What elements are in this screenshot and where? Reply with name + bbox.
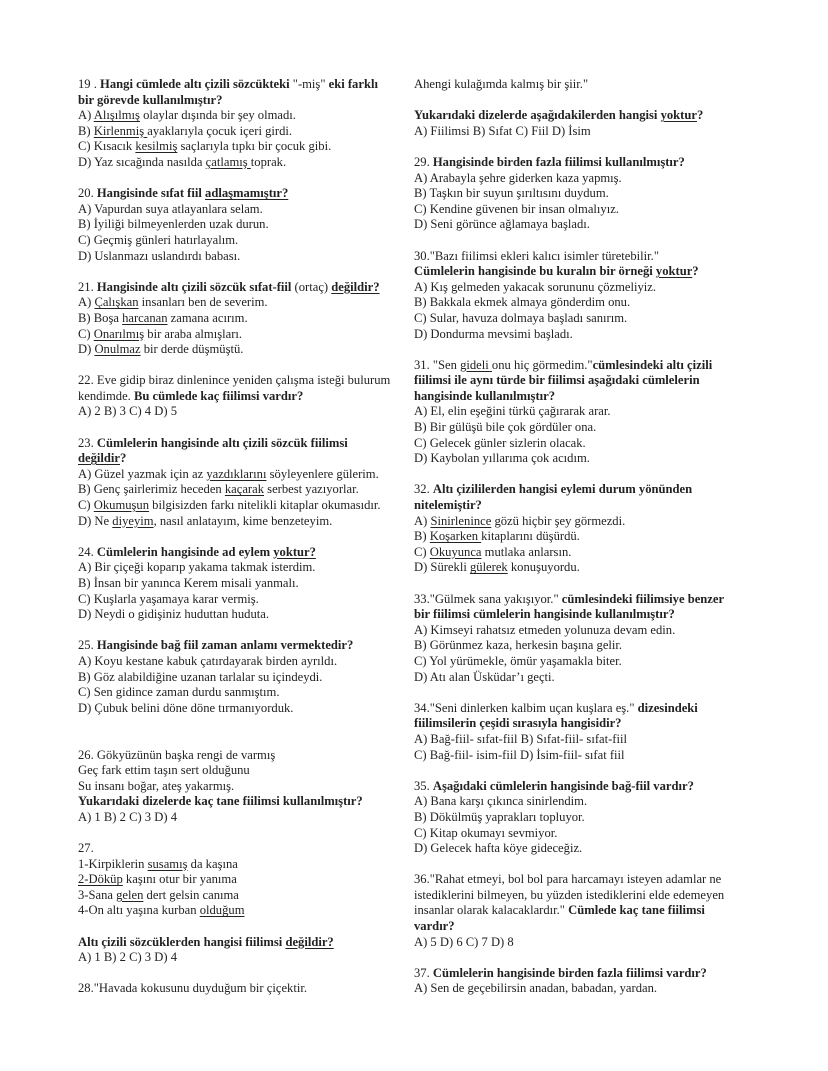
question-title: dizesindeki (637, 700, 698, 715)
question-title: cümlesindeki altı çizili (592, 357, 713, 372)
option-d: D) Sürekli gülerek konuşuyordu. (414, 560, 580, 575)
question-text: 22. Eve gidip biraz dinlenince yeniden çalışma isteği bulurum (78, 373, 391, 388)
poem-line: 28."Havada kokusunu duyduğum bir çiçektir. (78, 981, 307, 996)
option-a: A) Kimseyi rahatsız etmeden yolunuza devam edin. (414, 622, 676, 637)
question-title: Hangisinde sıfat fiil (96, 186, 206, 201)
option-d: D) Kaybolan yıllarıma çok acıdım. (414, 451, 590, 466)
question-title: Cümlelerin hangisinde ad eylem (96, 544, 274, 559)
option-a: A) Sen de geçebilirsin anadan, babadan, yardan. (414, 981, 658, 996)
options-inline: A) 1 B) 2 C) 3 D) 4 (78, 809, 177, 824)
option-b: B) Görünmez kaza, herkesin başına gelir. (414, 638, 623, 653)
option-a: A) Kış gelmeden yakacak sorununu çözmeliyiz. (414, 279, 656, 294)
option-a: A) Güzel yazmak için az yazdıklarını söyleyenlere gülerim. (78, 466, 379, 481)
question-title: Hangisinde altı çizili sözcük sıfat-fiil (96, 279, 292, 294)
question-22: 22. Eve gidip biraz dinlenince yeniden çalışma isteği bulurum kendimde. Bu cümlede kaç fiilimsi vardır? A) 2 B) 3 C) 4 D) 5 (78, 373, 423, 420)
left-column (78, 77, 423, 1013)
option-d: D) Uslanmazı uslandırdı babası. (78, 248, 241, 263)
option-c: C) Okumuşun bilgisizden farkı nitelikli kitaplar okumasıdır. (78, 498, 381, 513)
option-a: A) Vapurdan suya atlayanlara selam. (78, 201, 263, 216)
question-title: Hangisinde birden fazla fiilimsi kullanılmıştır? (432, 154, 685, 169)
option-b: B) Boşa harcanan zamana acırım. (78, 310, 248, 325)
question-title: Cümlelerin hangisinde altı çizili sözcük fiilimsi (96, 435, 348, 450)
option-d: D) Çubuk belini döne döne tırmanıyorduk. (78, 700, 294, 715)
poem-line: 26. Gökyüzünün başka rengi de varmış (78, 747, 276, 762)
option-c: C) Gelecek günler sizlerin olacak. (414, 435, 586, 450)
options-inline: A) Fiilimsi B) Sıfat C) Fiil D) İsim (414, 123, 591, 138)
question-number: 19 . (78, 77, 101, 91)
poem-line: 2-Döküp kaşını otur bir yanıma (78, 872, 237, 887)
question-35: 35. Aşağıdaki cümlelerin hangisinde bağ-fiil vardır? A) Bana karşı çıkınca sinirlendim. B) Dökülmüş yaprakları topluyor. C) Kitap okumayı sevmiyor. D) Gelecek hafta köye gideceğiz. (414, 779, 759, 857)
question-title-part: "-miş" (292, 77, 326, 91)
question-25: 25. Hangisinde bağ fiil zaman anlamı vermektedir? A) Koyu kestane kabuk çatırdayarak birden ayrıldı. B) Göz alabildiğine uzanan tarlalar su içindeydi. C) Sen gidince zaman durdu sanmıştım. D) Çubuk belini döne döne tırmanıyorduk. (78, 638, 423, 716)
question-title: Bu cümlede kaç fiilimsi vardır? (133, 388, 304, 403)
question-19 (78, 77, 423, 171)
question-37: 37. Cümlelerin hangisinde birden fazla fiilimsi vardır? A) Sen de geçebilirsin anadan, babadan, yardan. (414, 966, 759, 997)
option-b: B) Kirlenmiş ayaklarıyla çocuk içeri girdi. (78, 123, 293, 138)
question-title: Cümlelerin hangisinde bu kuralın bir örneği (414, 264, 656, 279)
option-b: B) Genç şairlerimiz heceden kaçarak serbest yazıyorlar. (78, 482, 359, 497)
option-a: A) Koyu kestane kabuk çatırdayarak birden ayrıldı. (78, 653, 338, 668)
question-28 (78, 981, 423, 997)
options-ab: A) Bağ-fiil- sıfat-fiil B) Sıfat-fiil- sıfat-fiil (414, 731, 627, 746)
question-21: 21. Hangisinde altı çizili sözcük sıfat-fiil (ortaç) değildir? A) Çalışkan insanları ben de severim. B) Boşa harcanan zamana acırım. C) Onarılmış bir araba almışları. D) Onulmaz bir derde düşmüştü. (78, 280, 423, 358)
question-title: Hangisinde bağ fiil zaman anlamı vermektedir? (96, 638, 354, 653)
question-text: 30."Bazı fiilimsi ekleri kalıcı isimler türetebilir." (414, 248, 659, 263)
question-title: Yukarıdaki dizelerde kaç tane fiilimsi kullanılmıştır? (78, 794, 363, 809)
question-title: Altı çizili sözcüklerden hangisi fiilimsi (78, 934, 286, 949)
option-d: D) Ne diyeyim, nasıl anlatayım, kime benzeteyim. (78, 513, 333, 528)
option-c: C) Sen gidince zaman durdu sanmıştım. (78, 685, 280, 700)
question-24: 24. Cümlelerin hangisinde ad eylem yoktur? A) Bir çiçeği koparıp yakama takmak isterdim. B) İnsan bir yanınca Kerem misali yanmalı. C) Kuşlarla yaşamaya karar vermiş. D) Neydi o gidişiniz huduttan huduta. (78, 545, 423, 623)
question-title: Aşağıdaki cümlelerin hangisinde bağ-fiil vardır? (432, 778, 694, 793)
option-d: D) Neydi o gidişiniz huduttan huduta. (78, 607, 269, 622)
option-c: C) Kısacık kesilmiş saçlarıyla tıpkı bir çocuk gibi. (78, 139, 332, 154)
option-a: A) El, elin eşeğini türkü çağırarak arar. (414, 404, 611, 419)
option-a: A) Sinirlenince gözü hiçbir şey görmezdi. (414, 513, 626, 528)
option-c: C) Kendine güvenen bir insan olmalıyız. (414, 201, 619, 216)
option-c: C) Kitap okumayı sevmiyor. (414, 825, 558, 840)
option-d: D) Atı alan Üsküdar’ı geçti. (414, 669, 555, 684)
option-c: C) Sular, havuza dolmaya başladı sanırım. (414, 310, 628, 325)
option-d: D) Dondurma mevsimi başladı. (414, 326, 573, 341)
option-d: D) Seni görünce ağlamaya başladı. (414, 217, 590, 232)
options-inline: A) 2 B) 3 C) 4 D) 5 (78, 404, 177, 419)
question-20: 20. Hangisinde sıfat fiil adlaşmamıştır? A) Vapurdan suya atlayanlara selam. B) İyiliği bilmeyenlerden uzak durun. C) Geçmiş günleri hatırlayalım. D) Uslanmazı uslandırdı babası. (78, 186, 423, 264)
right-column (414, 77, 759, 1013)
question-28-continued: Ahengi kulağımda kalmış bir şiir." Yukarıdaki dizelerde aşağıdakilerden hangisi yoktur? A) Fiilimsi B) Sıfat C) Fiil D) İsim (414, 77, 759, 139)
question-title: Cümlelerin hangisinde birden fazla fiilimsi vardır? (432, 965, 707, 980)
option-b: B) Göz alabildiğine uzanan tarlalar su içindeydi. (78, 669, 323, 684)
option-b: B) Dökülmüş yaprakları topluyor. (414, 809, 585, 824)
option-c: C) Kuşlarla yaşamaya karar vermiş. (78, 591, 259, 606)
question-title: Hangi cümlede altı çizili sözcükteki (100, 77, 293, 91)
option-d: D) Yaz sıcağında nasılda çatlamış toprak. (78, 154, 287, 169)
option-a: A) Arabayla şehre giderken kaza yapmış. (414, 170, 622, 185)
option-b: B) Bir gülüşü bile çok gördüler ona. (414, 420, 597, 435)
poem-line: Ahengi kulağımda kalmış bir şiir." (414, 77, 589, 91)
question-text: 36."Rahat etmeyi, bol bol para harcamayı isteyen adamlar ne (414, 872, 722, 887)
question-26 (78, 748, 423, 826)
question-title: cümlesindeki fiilimsiye benzer (561, 591, 725, 606)
option-b: B) İyiliği bilmeyenlerden uzak durun. (78, 217, 269, 232)
question-number: 27. (78, 841, 94, 856)
option-c: C) Onarılmış bir araba almışları. (78, 326, 243, 341)
question-31: 31. "Sen gideli onu hiç görmedim."cümlesindeki altı çizili fiilimsi ile aynı türde bir fiilimsi aşağıdaki cümlelerin hangisinde kullanılmıştır? A) El, elin eşeğini türkü çağırarak arar. B) Bir gülüşü bile çok gördüler ona. C) Gelecek günler sizlerin olacak. D) Kaybolan yıllarıma çok acıdım. (414, 358, 759, 467)
poem-line: 1-Kirpiklerin susamış da kaşına (78, 856, 238, 871)
options-inline: A) 1 B) 2 C) 3 D) 4 (78, 950, 177, 965)
option-d: D) Gelecek hafta köye gideceğiz. (414, 841, 583, 856)
question-30: 30."Bazı fiilimsi ekleri kalıcı isimler türetebilir." Cümlelerin hangisinde bu kuralın bir örneği yoktur? A) Kış gelmeden yakacak sorununu çözmeliyiz. B) Bakkala ekmek almaya gönderdim onu. C) Sular, havuza dolmaya başladı sanırım. D) Dondurma mevsimi başladı. (414, 249, 759, 343)
option-b: B) Taşkın bir suyun şırıltısını duydum. (414, 186, 609, 201)
option-a: A) Bir çiçeği koparıp yakama takmak isterdim. (78, 560, 316, 575)
question-34: 34."Seni dinlerken kalbim uçan kuşlara eş." dizesindeki fiilimsilerin çeşidi sırasıyla hangisidir? A) Bağ-fiil- sıfat-fiil B) Sıfat-fiil- sıfat-fiil C) Bağ-fiil- isim-fiil D) İsim-fiil- sıfat fiil (414, 701, 759, 763)
option-a: A) Alışılmış olaylar dışında bir şey olmadı. (78, 108, 296, 123)
question-23: 23. Cümlelerin hangisinde altı çizili sözcük fiilimsi değildir? A) Güzel yazmak için az yazdıklarını söyleyenlere gülerim. B) Genç şairlerimiz heceden kaçarak serbest yazıyorlar. C) Okumuşun bilgisizden farkı nitelikli kitaplar okumasıdır. D) Ne diyeyim, nasıl anlatayım, kime benzeteyim. (78, 436, 423, 530)
option-d: D) Onulmaz bir derde düşmüştü. (78, 342, 244, 357)
question-title: Cümlede kaç tane fiilimsi (568, 903, 705, 918)
question-title: Altı çizililerden hangisi eylemi durum yönünden (432, 482, 693, 497)
question-title: Yukarıdaki dizelerde aşağıdakilerden hangisi (414, 108, 661, 123)
question-title-part: eki farklı (325, 77, 378, 91)
poem-line: 4-On altı yaşına kurban olduğum (78, 903, 245, 918)
question-29: 29. Hangisinde birden fazla fiilimsi kullanılmıştır? A) Arabayla şehre giderken kaza yapmış. B) Taşkın bir suyun şırıltısını duydum. C) Kendine güvenen bir insan olmalıyız. D) Seni görünce ağlamaya başladı. (414, 155, 759, 233)
question-title-part: bir görevde kullanılmıştır? (78, 92, 223, 107)
poem-line: Geç fark ettim taşın sert olduğunu (78, 763, 250, 778)
poem-line: 3-Sana gelen dert gelsin canıma (78, 887, 239, 902)
option-c: C) Okuyunca mutlaka anlarsın. (414, 544, 572, 559)
question-33: 33."Gülmek sana yakışıyor." cümlesindeki fiilimsiye benzer bir fiilimsi cümlelerin hangisinde kullanılmıştır? A) Kimseyi rahatsız etmeden yolunuza devam edin. B) Görünmez kaza, herkesin başına gelir. C) Yol yürümekle, ömür yaşamakla biter. D) Atı alan Üsküdar’ı geçti. (414, 592, 759, 686)
option-b: B) İnsan bir yanınca Kerem misali yanmalı. (78, 576, 299, 590)
option-a: A) Bana karşı çıkınca sinirlendim. (414, 794, 588, 809)
option-c: C) Yol yürümekle, ömür yaşamakla biter. (414, 653, 622, 668)
option-c: C) Geçmiş günleri hatırlayalım. (78, 232, 239, 247)
option-a: A) Çalışkan insanları ben de severim. (78, 295, 268, 310)
options-cd: C) Bağ-fiil- isim-fiil D) İsim-fiil- sıfat fiil (414, 747, 625, 762)
question-text: istediklerini bilmeyen, bu yüzden istediklerini elde edemeyen (414, 887, 725, 902)
question-32: 32. Altı çizililerden hangisi eylemi durum yönünden nitelemiştir? A) Sinirlenince gözü hiçbir şey görmezdi. B) Koşarken kitaplarını düşürdü. C) Okuyunca mutlaka anlarsın. D) Sürekli gülerek konuşuyordu. (414, 482, 759, 576)
question-27: 27. 1-Kirpiklerin susamış da kaşına 2-Döküp kaşını otur bir yanıma 3-Sana gelen dert gelsin canıma 4-On altı yaşına kurban olduğum Altı çizili sözcüklerden hangisi fiilimsi değildir? A) 1 B) 2 C) 3 D) 4 (78, 841, 423, 966)
option-b: B) Koşarken kitaplarını düşürdü. (414, 529, 580, 544)
poem-line: Su insanı boğar, ateş yakarmış. (78, 778, 235, 793)
question-36: 36."Rahat etmeyi, bol bol para harcamayı isteyen adamlar ne istediklerini bilmeyen, bu yüzden istediklerini elde edemeyen insanlar olarak kalacaklardır." Cümlede kaç tane fiilimsi vardır? A) 5 D) 6 C) 7 D) 8 (414, 872, 759, 950)
options-inline: A) 5 D) 6 C) 7 D) 8 (414, 934, 514, 949)
option-b: B) Bakkala ekmek almaya gönderdim onu. (414, 295, 631, 310)
